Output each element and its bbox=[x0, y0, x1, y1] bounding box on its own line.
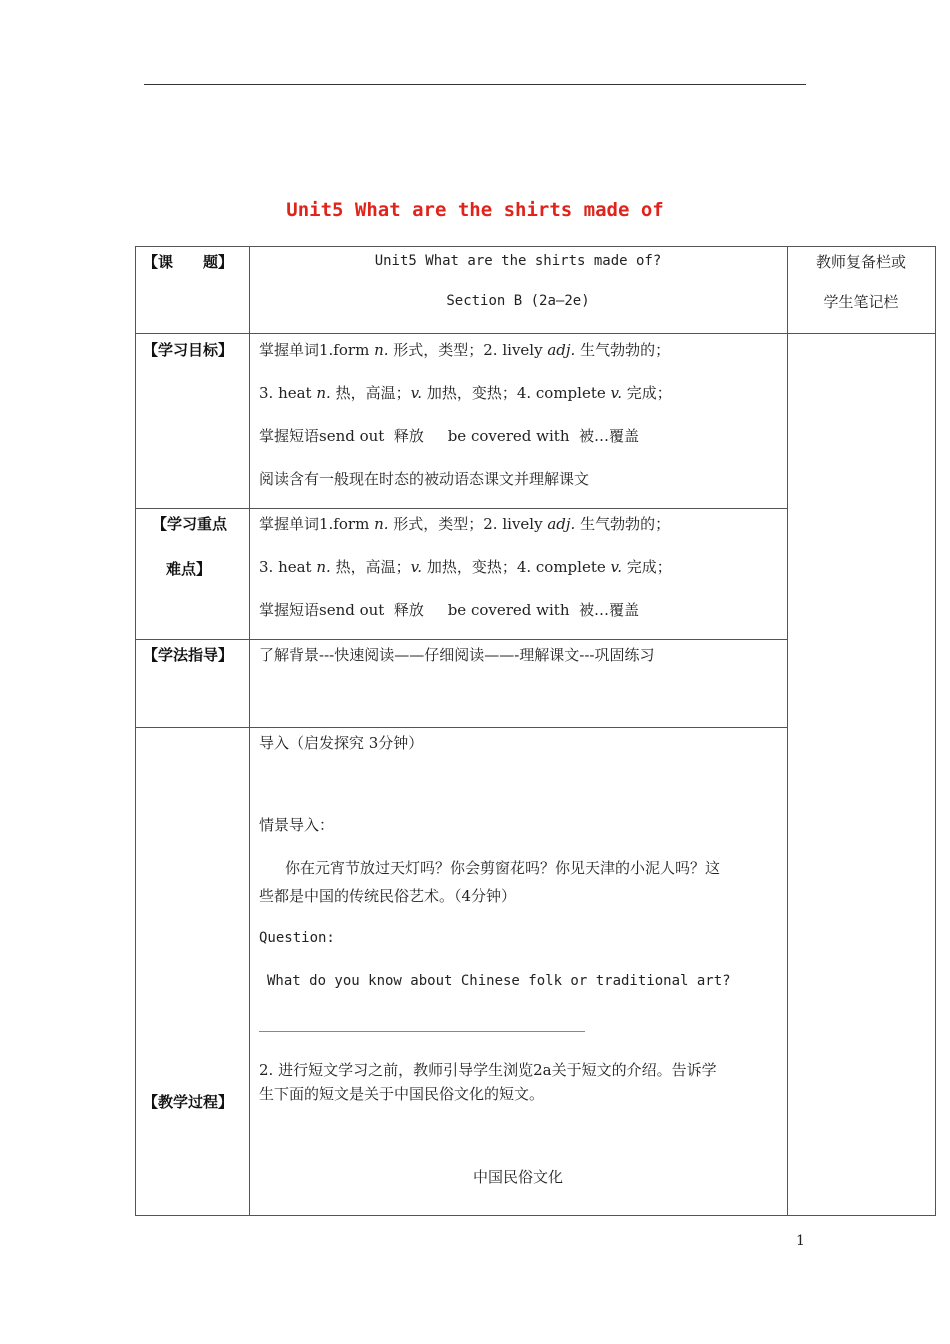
goal-line bbox=[259, 382, 672, 403]
method-steps: 了解背景---快速阅读——仔细阅读——-理解课文---巩固练习 bbox=[259, 646, 655, 664]
step-two-paragraph-line2: 生下面的短文是关于中国民俗文化的短文。 bbox=[259, 1085, 545, 1103]
text-span: 加热，变热；4. complete bbox=[422, 384, 611, 402]
pos-tag: adj. bbox=[547, 341, 576, 359]
goal-line: 掌握短语send out 释放 be covered with 被…覆盖 bbox=[259, 427, 640, 445]
question-label: Question: bbox=[259, 930, 335, 946]
pos-tag: v. bbox=[610, 384, 622, 402]
text-span: 热，高温； bbox=[330, 558, 411, 576]
document-title: Unit5 What are the shirts made of bbox=[286, 199, 664, 221]
label-key-points-line2: 难点】 bbox=[166, 560, 212, 578]
text-span: 加热，变热；4. complete bbox=[422, 558, 611, 576]
text-span: 形式，类型；2. lively bbox=[388, 515, 548, 533]
notes-column-header-line2: 学生笔记栏 bbox=[823, 293, 899, 311]
label-topic: 【课 题】 bbox=[143, 253, 234, 271]
column-divider bbox=[135, 246, 136, 1215]
text-span: 掌握单词1.form bbox=[259, 515, 375, 533]
text-span: 生气勃勃的； bbox=[575, 515, 671, 533]
pos-tag: n. bbox=[374, 515, 389, 533]
section-label: Section B (2a—2e) bbox=[446, 293, 590, 309]
text-span: 掌握单词1.form bbox=[259, 341, 375, 359]
text-span: 形式，类型；2. lively bbox=[388, 341, 548, 359]
intro-heading: 导入（启发探究 3分钟） bbox=[259, 734, 424, 752]
text-span: 3. heat bbox=[259, 384, 317, 402]
question-text: What do you know about Chinese folk or traditional art? bbox=[267, 973, 731, 989]
key-point-line: 掌握短语send out 释放 be covered with 被…覆盖 bbox=[259, 601, 640, 619]
table-border-bottom bbox=[135, 1215, 936, 1216]
row-divider bbox=[135, 727, 787, 728]
row-divider bbox=[135, 333, 936, 334]
scene-paragraph-line2: 些都是中国的传统民俗艺术。（4分钟） bbox=[259, 887, 517, 905]
column-divider bbox=[935, 246, 936, 1215]
header-rule bbox=[144, 84, 806, 85]
pos-tag: v. bbox=[410, 558, 423, 576]
step-two-paragraph: 2. 进行短文学习之前，教师引导学生浏览2a关于短文的介绍。告诉学 bbox=[259, 1061, 717, 1079]
row-divider bbox=[135, 508, 787, 509]
label-key-points: 【学习重点 bbox=[152, 515, 228, 533]
table-border-top bbox=[135, 246, 936, 247]
key-point-line bbox=[259, 513, 670, 534]
answer-blank-line bbox=[259, 1031, 585, 1032]
column-divider bbox=[249, 246, 250, 1215]
scene-heading: 情景导入： bbox=[259, 816, 335, 834]
goal-line bbox=[259, 339, 670, 360]
column-divider bbox=[787, 246, 788, 1215]
goal-line: 阅读含有一般现在时态的被动语态课文并理解课文 bbox=[259, 470, 590, 488]
pos-tag: adj. bbox=[547, 515, 576, 533]
notes-column-header: 教师复备栏或 bbox=[815, 253, 906, 271]
pos-tag: n. bbox=[316, 384, 331, 402]
label-learning-goals: 【学习目标】 bbox=[143, 341, 234, 359]
unit-title: Unit5 What are the shirts made of? bbox=[374, 253, 662, 269]
scene-paragraph: 你在元宵节放过天灯吗？你会剪窗花吗？你见天津的小泥人吗？这 bbox=[285, 859, 721, 877]
pos-tag: v. bbox=[410, 384, 423, 402]
text-span: 完成； bbox=[621, 384, 672, 402]
pos-tag: n. bbox=[316, 558, 331, 576]
pos-tag: v. bbox=[610, 558, 622, 576]
section-subtitle: 中国民俗文化 bbox=[472, 1168, 563, 1186]
pos-tag: n. bbox=[374, 341, 389, 359]
page-number: 1 bbox=[796, 1233, 805, 1249]
text-span: 生气勃勃的； bbox=[575, 341, 671, 359]
text-span: 热，高温； bbox=[330, 384, 411, 402]
key-point-line bbox=[259, 556, 672, 577]
text-span: 完成； bbox=[621, 558, 672, 576]
text-span: 3. heat bbox=[259, 558, 317, 576]
row-divider bbox=[135, 639, 787, 640]
label-teaching-process: 【教学过程】 bbox=[143, 1093, 234, 1111]
label-method: 【学法指导】 bbox=[143, 646, 234, 664]
